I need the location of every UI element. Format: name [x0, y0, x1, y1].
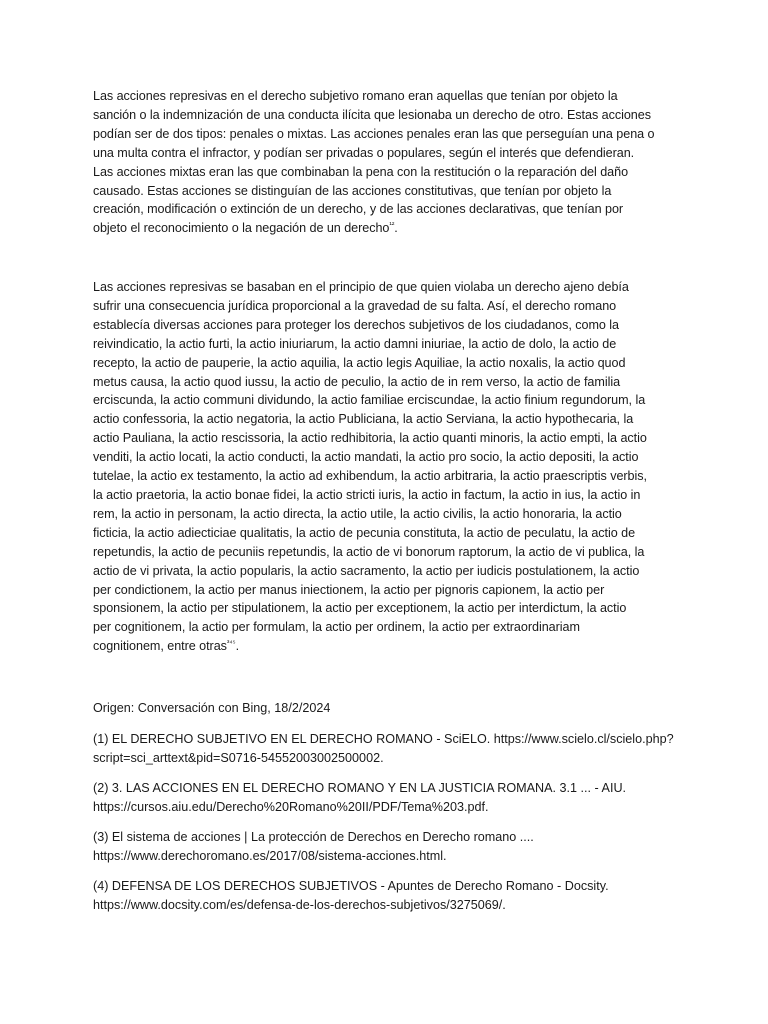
text-line: actio Pauliana, la actio rescissoria, la actio redhibitoria, la actio quanti minoris, la actio empti, la actio [93, 431, 647, 446]
reference-title[interactable]: (1) EL DERECHO SUBJETIVO EN EL DERECHO ROMANO - SciELO. https://www.scielo.cl/scielo.php? [93, 732, 674, 746]
text-line: sufrir una consecuencia jurídica proporcional a la gravedad de su falta. Así, el derecho romano [93, 298, 617, 313]
text-line: per condictionem, la actio per manus iniectionem, la actio per pignoris capionem, la actio per [93, 582, 605, 597]
sentence-end: . [394, 221, 398, 236]
paragraph-acciones-represivas [93, 87, 685, 238]
text-line: repetundis, la actio de pecuniis repetundis, la actio de vi bonorum raptorum, la actio de vi publica, la [93, 544, 645, 559]
reference-item-2 [93, 779, 685, 817]
reference-title[interactable]: (3) El sistema de acciones | La protección de Derechos en Derecho romano .... [93, 830, 534, 844]
reference-item-3 [93, 828, 685, 866]
text-line: recepto, la actio de pauperie, la actio aquilia, la actio legis Aquiliae, la actio noxalis, la actio quod [93, 355, 626, 370]
sentence-end: . [235, 639, 240, 654]
reference-url[interactable]: https://www.derechoromano.es/2017/08/sistema-acciones.html. [93, 848, 447, 863]
text-line: Las acciones mixtas eran las que combinaban la pena con la restitución o la reparación del daño [93, 164, 629, 179]
text-line: erciscunda, la actio communi dividundo, la actio familiae erciscundae, la actio finium regundorum, la [93, 393, 646, 408]
text-line: per cognitionem, la actio per formulam, la actio per ordinem, la actio per extraordinariam [93, 620, 580, 635]
text-line-last [93, 219, 685, 238]
paragraph-lista-acciones [93, 278, 685, 656]
text-line: actio de vi privata, la actio popularis, la actio sacramento, la actio per iudicis postulationem, la actio [93, 563, 640, 578]
reference-item-4 [93, 877, 685, 915]
text-line-content: objeto el reconocimiento o la negación de un derecho [93, 221, 390, 236]
citation-marker[interactable]: ³⁴⁵ [226, 638, 236, 648]
text-line: una multa contra el infractor, y podían ser privadas o populares, según el interés que defendieran. [93, 145, 635, 160]
citation-marker[interactable]: ¹² [389, 220, 395, 230]
text-line: creación, modificación o extinción de un derecho, y de las acciones declarativas, que tenían por [93, 202, 624, 217]
text-line-content: cognitionem, entre otras [93, 639, 227, 654]
text-line: la actio praetoria, la actio bonae fidei, la actio stricti iuris, la actio in factum, la actio in ius, la actio in [93, 487, 641, 502]
source-origin-line: Origen: Conversación con Bing, 18/2/2024 [93, 701, 331, 715]
text-line: rem, la actio in personam, la actio directa, la actio utile, la actio civilis, la actio honoraria, la actio [93, 506, 622, 521]
text-line: metus causa, la actio quod iussu, la actio de peculio, la actio de in rem verso, la actio de familia [93, 374, 621, 389]
reference-url[interactable]: https://www.docsity.com/es/defensa-de-los-derechos-subjetivos/3275069/. [93, 897, 506, 912]
text-line: establecía diversas acciones para proteger los derechos subjetivos de los ciudadanos, como la [93, 317, 619, 332]
reference-url[interactable]: https://cursos.aiu.edu/Derecho%20Romano%20II/PDF/Tema%203.pdf. [93, 799, 489, 814]
text-line: reivindicatio, la actio furti, la actio iniuriarum, la actio damni iniuriae, la actio de dolo, la actio de [93, 336, 617, 351]
text-line: venditi, la actio locati, la actio conducti, la actio mandati, la actio pro socio, la actio depositi, la actio [93, 450, 639, 465]
text-line-last [93, 637, 685, 656]
text-line: actio confessoria, la actio negatoria, la actio Publiciana, la actio Serviana, la actio hypothecaria, la [93, 412, 634, 427]
text-line: ficticia, la actio adiecticiae qualitatis, la actio de pecunia constituta, la actio de peculatu, la actio de [93, 525, 636, 540]
reference-item-1 [93, 730, 685, 768]
text-line: sponsionem, la actio per stipulationem, la actio per exceptionem, la actio per interdictum, la actio [93, 601, 627, 616]
reference-url[interactable]: script=sci_arttext&pid=S0716-54552003002500002. [93, 750, 384, 765]
text-line: tutelae, la actio ex testamento, la actio ad exhibendum, la actio arbitraria, la actio praescriptis verbis, [93, 469, 647, 484]
text-line: podían ser de dos tipos: penales o mixtas. Las acciones penales eran las que perseguían una pena o [93, 126, 655, 141]
text-line: causado. Estas acciones se distinguían de las acciones constitutivas, que tenían por objeto la [93, 183, 612, 198]
text-line: Las acciones represivas en el derecho subjetivo romano eran aquellas que tenían por objeto la [93, 89, 618, 103]
text-line: sanción o la indemnización de una conducta ilícita que lesionaba un derecho de otro. Estas acciones [93, 107, 651, 122]
reference-title[interactable]: (4) DEFENSA DE LOS DERECHOS SUBJETIVOS - Apuntes de Derecho Romano - Docsity. [93, 879, 609, 893]
reference-title[interactable]: (2) 3. LAS ACCIONES EN EL DERECHO ROMANO Y EN LA JUSTICIA ROMANA. 3.1 ... - AIU. [93, 781, 627, 795]
text-line: Las acciones represivas se basaban en el principio de que quien violaba un derecho ajeno debía [93, 280, 629, 294]
